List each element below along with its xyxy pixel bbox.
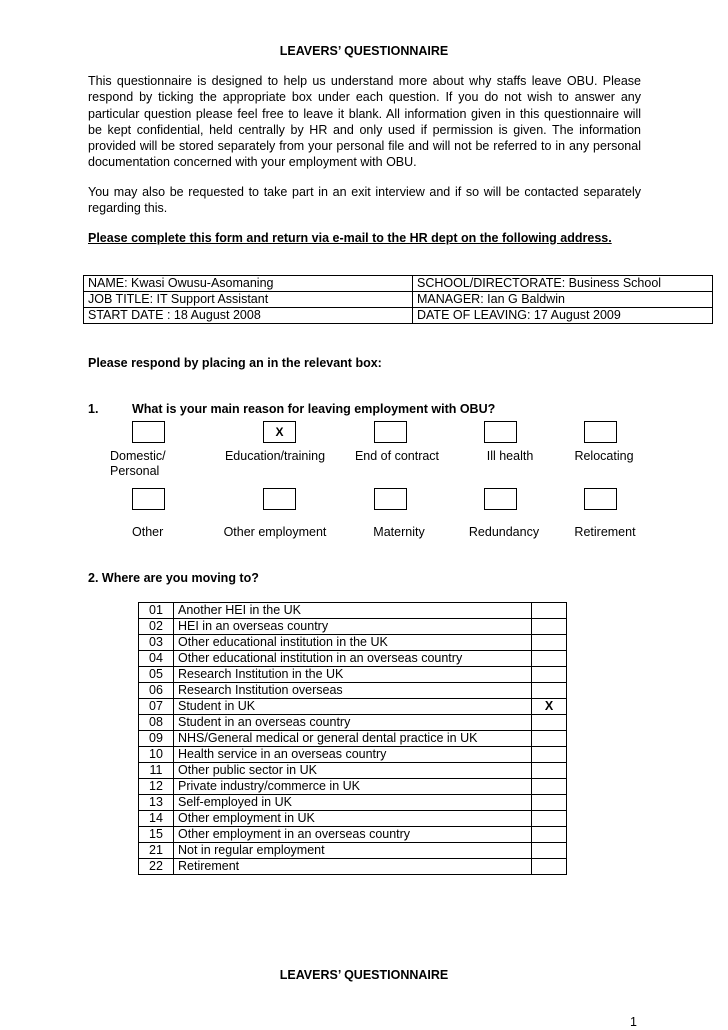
table-row: [139, 683, 567, 699]
destination-code: 15: [139, 827, 174, 843]
q1-number: 1.: [88, 402, 99, 416]
destination-label: NHS/General medical or general dental practice in UK: [174, 731, 532, 747]
destination-code: 01: [139, 603, 174, 619]
destination-checkbox[interactable]: X: [532, 699, 567, 715]
table-row: [139, 731, 567, 747]
table-row: [139, 715, 567, 731]
employee-info-table: [83, 275, 713, 324]
destination-code: 02: [139, 619, 174, 635]
destination-checkbox[interactable]: [532, 667, 567, 683]
destination-label: Other employment in an overseas country: [174, 827, 532, 843]
table-row: [139, 651, 567, 667]
option-label: Other employment: [223, 525, 327, 539]
destination-code: 12: [139, 779, 174, 795]
destination-checkbox[interactable]: [532, 747, 567, 763]
destination-checkbox[interactable]: [532, 731, 567, 747]
destination-label: Student in an overseas country: [174, 715, 532, 731]
destination-label: Health service in an overseas country: [174, 747, 532, 763]
option-label: Redundancy: [468, 525, 540, 539]
table-row: [139, 827, 567, 843]
page-number: 1: [630, 1015, 637, 1029]
destination-label: HEI in an overseas country: [174, 619, 532, 635]
destination-label: Other educational institution in an overseas country: [174, 651, 532, 667]
destination-code: 14: [139, 811, 174, 827]
checkbox-redundancy[interactable]: [484, 488, 517, 510]
destination-label: Other educational institution in the UK: [174, 635, 532, 651]
checkbox-end-of-contract[interactable]: [374, 421, 407, 443]
destination-label: Research Institution in the UK: [174, 667, 532, 683]
return-instructions: Please complete this form and return via e-mail to the HR dept on the following address.: [88, 231, 612, 245]
destination-checkbox[interactable]: [532, 651, 567, 667]
destination-table: [138, 602, 567, 875]
option-label: Other: [132, 525, 164, 539]
checkbox-domestic-personal[interactable]: [132, 421, 165, 443]
destination-label: Not in regular employment: [174, 843, 532, 859]
table-row: [139, 619, 567, 635]
checkbox-relocating[interactable]: [584, 421, 617, 443]
destination-checkbox[interactable]: [532, 635, 567, 651]
destination-checkbox[interactable]: [532, 811, 567, 827]
destination-code: 09: [139, 731, 174, 747]
leaving-date-field: DATE OF LEAVING: 17 August 2009: [413, 308, 713, 324]
destination-code: 07: [139, 699, 174, 715]
table-row: [139, 667, 567, 683]
option-label: Retirement: [574, 525, 636, 539]
destination-code: 05: [139, 667, 174, 683]
footer-title: LEAVERS’ QUESTIONNAIRE: [279, 968, 449, 982]
destination-checkbox[interactable]: [532, 827, 567, 843]
destination-checkbox[interactable]: [532, 843, 567, 859]
option-label: Domestic/ Personal: [110, 449, 166, 478]
checkbox-education-training[interactable]: X: [263, 421, 296, 443]
destination-label: Another HEI in the UK: [174, 603, 532, 619]
destination-code: 22: [139, 859, 174, 875]
destination-label: Other public sector in UK: [174, 763, 532, 779]
q2-question: 2. Where are you moving to?: [88, 571, 259, 585]
destination-code: 11: [139, 763, 174, 779]
table-row: [139, 811, 567, 827]
option-label: Relocating: [574, 449, 634, 463]
checkbox-ill-health[interactable]: [484, 421, 517, 443]
destination-label: Research Institution overseas: [174, 683, 532, 699]
destination-code: 13: [139, 795, 174, 811]
school-field: SCHOOL/DIRECTORATE: Business School: [413, 276, 713, 292]
table-row: [139, 635, 567, 651]
destination-code: 03: [139, 635, 174, 651]
destination-checkbox[interactable]: [532, 779, 567, 795]
destination-code: 21: [139, 843, 174, 859]
option-label: End of contract: [354, 449, 440, 463]
option-label: Maternity: [373, 525, 425, 539]
destination-code: 04: [139, 651, 174, 667]
q1-question: What is your main reason for leaving employment with OBU?: [132, 402, 496, 416]
manager-field: MANAGER: Ian G Baldwin: [413, 292, 713, 308]
page-title: LEAVERS’ QUESTIONNAIRE: [279, 44, 449, 58]
checkbox-retirement[interactable]: [584, 488, 617, 510]
destination-code: 10: [139, 747, 174, 763]
destination-label: Other employment in UK: [174, 811, 532, 827]
destination-label: Student in UK: [174, 699, 532, 715]
job-title-field: JOB TITLE: IT Support Assistant: [84, 292, 413, 308]
destination-checkbox[interactable]: [532, 603, 567, 619]
destination-checkbox[interactable]: [532, 619, 567, 635]
name-field: NAME: Kwasi Owusu-Asomaning: [84, 276, 413, 292]
destination-checkbox[interactable]: [532, 715, 567, 731]
destination-checkbox[interactable]: [532, 763, 567, 779]
exit-interview-paragraph: You may also be requested to take part in an exit interview and if so will be contacted separately regarding this.: [88, 185, 641, 216]
table-row: [139, 795, 567, 811]
destination-checkbox[interactable]: [532, 795, 567, 811]
destination-label: Self-employed in UK: [174, 795, 532, 811]
destination-code: 06: [139, 683, 174, 699]
table-row: [139, 779, 567, 795]
checkbox-maternity[interactable]: [374, 488, 407, 510]
destination-checkbox[interactable]: [532, 859, 567, 875]
option-label: Education/training: [224, 449, 326, 463]
table-row: [139, 699, 567, 715]
checkbox-other[interactable]: [132, 488, 165, 510]
start-date-field: START DATE : 18 August 2008: [84, 308, 413, 324]
destination-checkbox[interactable]: [532, 683, 567, 699]
destination-label: Private industry/commerce in UK: [174, 779, 532, 795]
table-row: [139, 843, 567, 859]
respond-instruction: Please respond by placing an in the relevant box:: [88, 356, 382, 370]
destination-code: 08: [139, 715, 174, 731]
table-row: [139, 603, 567, 619]
table-row: [139, 859, 567, 875]
option-label: Ill health: [486, 449, 534, 463]
destination-label: Retirement: [174, 859, 532, 875]
table-row: [139, 747, 567, 763]
checkbox-other-employment[interactable]: [263, 488, 296, 510]
table-row: [139, 763, 567, 779]
intro-paragraph: This questionnaire is designed to help us understand more about why staffs leave OBU. Please respond by ticking the appropriate box under each question. If you do not wish to answer any particular question please feel free to leave it blank. All information given in this questionnaire will be kept confidential, held centrally by HR and only used if permission is given. The information provided will be stored separately from your personal file and will not be referred to in any personal documentation concerned with your employment with OBU.: [88, 74, 641, 170]
